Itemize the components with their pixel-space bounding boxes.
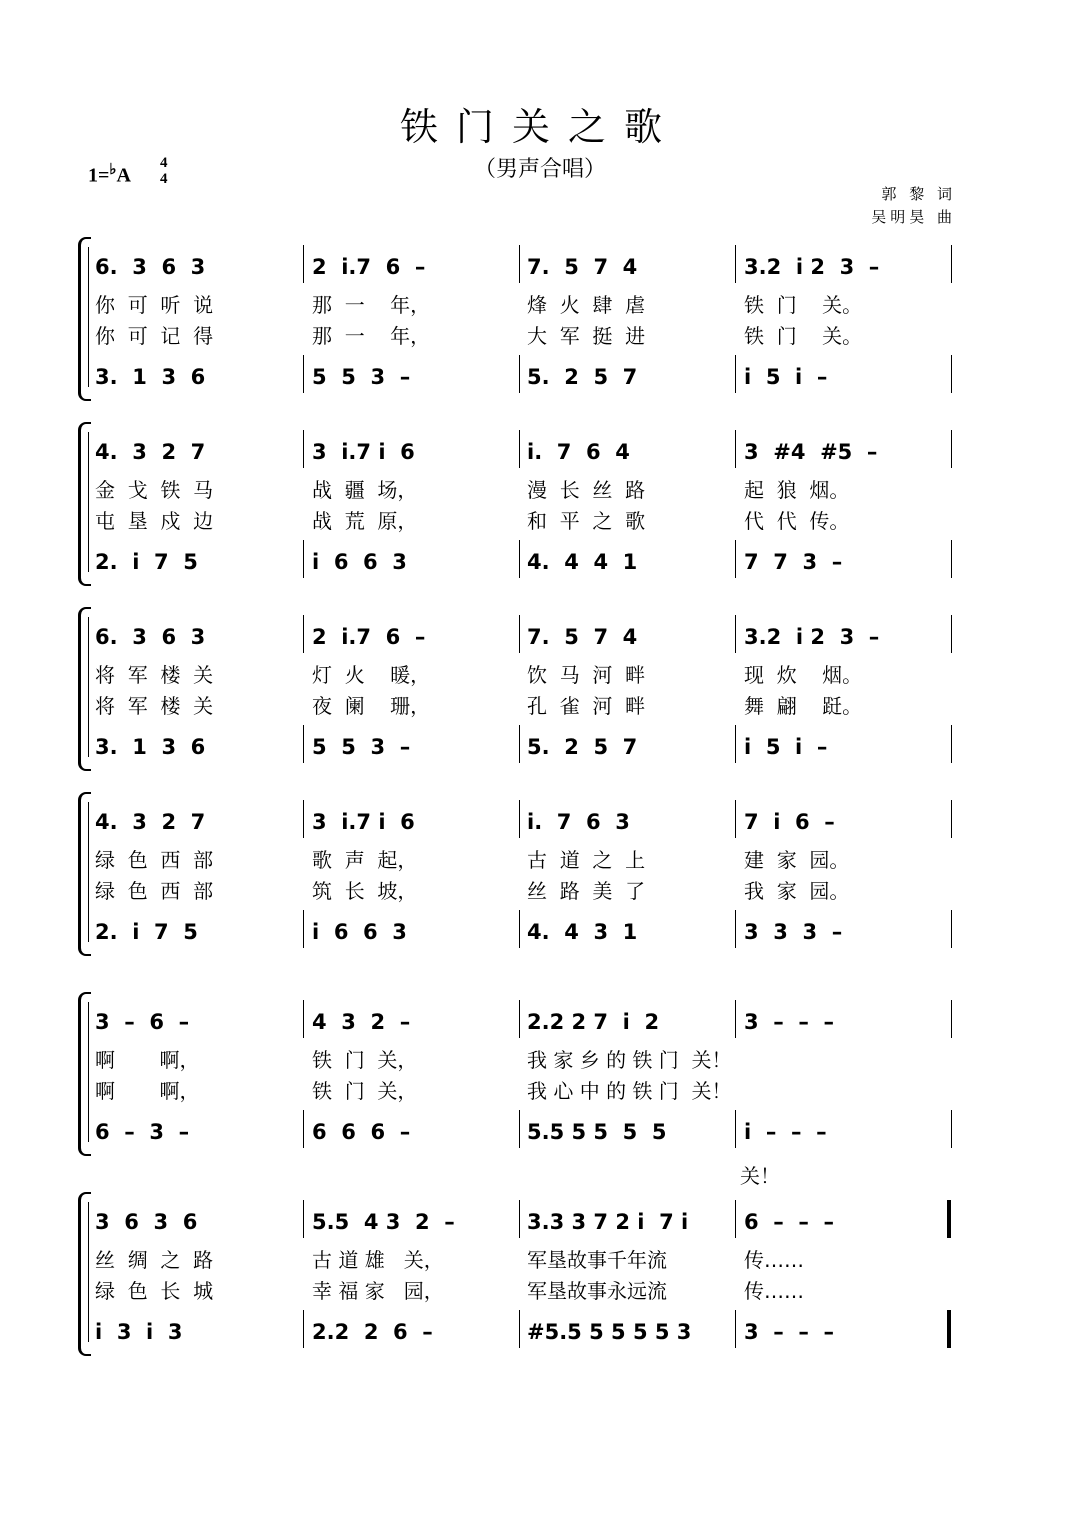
lyric-verse-2: 筑 长 坡， xyxy=(312,879,418,903)
lyric-verse-1: 建 家 园。 xyxy=(744,848,850,872)
upper-voice-measure: 7. 5 7 4 xyxy=(527,625,638,649)
barline xyxy=(519,540,520,578)
score-system xyxy=(0,430,1080,590)
lower-voice-measure: 2.2 2 6 – xyxy=(312,1320,433,1344)
system-line xyxy=(88,617,89,757)
lower-voice-measure: i 5 i – xyxy=(744,735,828,759)
lyric-verse-2: 夜 阑 珊， xyxy=(312,694,431,718)
upper-voice-measure: 3 #4 #5 – xyxy=(744,440,878,464)
final-barline xyxy=(947,1310,951,1348)
upper-voice-measure: 6. 3 6 3 xyxy=(95,625,206,649)
lyric-verse-2: 传…… xyxy=(744,1279,804,1303)
lyric-verse-2: 绿 色 长 城 xyxy=(95,1279,214,1303)
barline xyxy=(735,725,736,763)
system-brace xyxy=(78,607,91,771)
lyric-verse-2: 你 可 记 得 xyxy=(95,324,214,348)
lyric-verse-2: 代 代 传。 xyxy=(744,509,850,533)
barline xyxy=(735,1110,736,1148)
lyric-verse-1: 你 可 听 说 xyxy=(95,293,214,317)
key-prefix: 1= xyxy=(88,164,110,187)
upper-voice-measure: 4 3 2 – xyxy=(312,1010,411,1034)
barline xyxy=(735,1200,736,1238)
upper-voice-measure: 3.3 3 7 2 i 7 i xyxy=(527,1210,689,1234)
lyric-verse-1: 金 戈 铁 马 xyxy=(95,478,214,502)
lyric-verse-2: 幸 福 家 园， xyxy=(312,1279,444,1303)
lower-voice-measure: 5. 2 5 7 xyxy=(527,735,638,759)
score-system xyxy=(0,1200,1080,1360)
lyric-verse-1: 饮 马 河 畔 xyxy=(527,663,646,687)
barline xyxy=(303,910,304,948)
lower-voice-measure: #5.5 5 5 5 5 3 xyxy=(527,1320,692,1344)
upper-voice-measure: 3.2 i 2 3 – xyxy=(744,625,880,649)
system-brace xyxy=(78,992,91,1156)
song-subtitle: （男声合唱） xyxy=(473,157,606,182)
system-brace xyxy=(78,1192,91,1356)
barline xyxy=(735,245,736,283)
barline xyxy=(951,355,952,393)
song-title: 铁门关之歌 xyxy=(399,105,680,149)
lyric-verse-1: 现 炊 烟。 xyxy=(744,663,863,687)
lyric-verse-2: 和 平 之 歌 xyxy=(527,509,646,533)
barline xyxy=(519,355,520,393)
lyric-verse-2: 大 军 挺 进 xyxy=(527,324,646,348)
time-signature-top: 4 xyxy=(160,155,168,171)
upper-voice-measure: 2 i.7 6 – xyxy=(312,625,426,649)
barline xyxy=(303,615,304,653)
barline xyxy=(735,910,736,948)
barline xyxy=(735,430,736,468)
barline xyxy=(519,725,520,763)
lyric-verse-2: 孔 雀 河 畔 xyxy=(527,694,646,718)
lower-voice-measure: 4. 4 4 1 xyxy=(527,550,638,574)
system-brace xyxy=(78,237,91,401)
lower-voice-measure: 6 6 6 – xyxy=(312,1120,411,1144)
lyric-verse-2: 舞 翩 跹。 xyxy=(744,694,863,718)
lyricist-credit: 郭 黎 词 xyxy=(881,185,956,203)
lyric-verse-1: 绿 色 西 部 xyxy=(95,848,214,872)
barline xyxy=(951,1000,952,1038)
lyric-verse-1: 漫 长 丝 路 xyxy=(527,478,646,502)
key-note: A xyxy=(116,164,131,187)
lower-voice-measure: 5 5 3 – xyxy=(312,735,411,759)
upper-voice-measure: 3 6 3 6 xyxy=(95,1210,198,1234)
lyric-verse-1: 我 家 乡 的 铁 门 关！ xyxy=(527,1048,732,1072)
upper-voice-measure: 7. 5 7 4 xyxy=(527,255,638,279)
lyric-verse-2: 啊 啊， xyxy=(95,1079,200,1103)
lyric-verse-1: 铁 门 关。 xyxy=(744,293,863,317)
lower-voice-measure: 4. 4 3 1 xyxy=(527,920,638,944)
lyric-verse-1: 传…… xyxy=(744,1248,804,1272)
lower-voice-measure: i – – – xyxy=(744,1120,827,1144)
lower-voice-measure: i 6 6 3 xyxy=(312,920,407,944)
system-line xyxy=(88,432,89,572)
lyric-verse-2: 铁 门 关， xyxy=(312,1079,418,1103)
system-line xyxy=(88,802,89,942)
score-system xyxy=(0,615,1080,775)
lower-voice-measure: 7 7 3 – xyxy=(744,550,843,574)
lower-voice-measure: 3 3 3 – xyxy=(744,920,843,944)
lower-voice-measure: i 6 6 3 xyxy=(312,550,407,574)
upper-voice-measure: 4. 3 2 7 xyxy=(95,810,206,834)
lyric-verse-2: 将 军 楼 关 xyxy=(95,694,214,718)
barline xyxy=(303,430,304,468)
lyric-verse-1: 铁 门 关， xyxy=(312,1048,418,1072)
lyric-verse-1: 丝 绸 之 路 xyxy=(95,1248,214,1272)
lyric-verse-2: 铁 门 关。 xyxy=(744,324,863,348)
lower-voice-measure: 5 5 3 – xyxy=(312,365,411,389)
system-line xyxy=(88,1002,89,1142)
barline xyxy=(303,1110,304,1148)
barline xyxy=(303,1310,304,1348)
barline xyxy=(519,1310,520,1348)
upper-voice-measure: 6. 3 6 3 xyxy=(95,255,206,279)
barline xyxy=(735,1000,736,1038)
barline xyxy=(519,800,520,838)
lyric-verse-2: 我 家 园。 xyxy=(744,879,850,903)
lyric-verse-2: 屯 垦 戍 边 xyxy=(95,509,214,533)
barline xyxy=(951,245,952,283)
lyric-verse-1: 将 军 楼 关 xyxy=(95,663,214,687)
upper-voice-measure: 2 i.7 6 – xyxy=(312,255,426,279)
lyric-verse-1: 啊 啊， xyxy=(95,1048,200,1072)
upper-voice-measure: i. 7 6 3 xyxy=(527,810,630,834)
lyric-verse-2: 那 一 年， xyxy=(312,324,431,348)
barline xyxy=(519,910,520,948)
upper-voice-measure: 3 – – – xyxy=(744,1010,834,1034)
barline xyxy=(519,1110,520,1148)
barline xyxy=(303,1000,304,1038)
upper-voice-measure: 3 i.7 i 6 xyxy=(312,440,415,464)
upper-voice-measure: 3 i.7 i 6 xyxy=(312,810,415,834)
final-barline xyxy=(947,1200,951,1238)
barline xyxy=(303,725,304,763)
lower-voice-measure: 5. 2 5 7 xyxy=(527,365,638,389)
lower-voice-measure: 2. i 7 5 xyxy=(95,920,198,944)
system-line xyxy=(88,1202,89,1342)
barline xyxy=(303,355,304,393)
flat-sign: ♭ xyxy=(109,162,117,178)
lower-voice-measure: 2. i 7 5 xyxy=(95,550,198,574)
system-brace xyxy=(78,792,91,956)
lower-voice-measure: 5.5 5 5 5 5 xyxy=(527,1120,667,1144)
lower-voice-lyric: 关！ xyxy=(740,1164,780,1188)
lyric-verse-1: 那 一 年， xyxy=(312,293,431,317)
barline xyxy=(951,725,952,763)
barline xyxy=(735,355,736,393)
barline xyxy=(519,1200,520,1238)
barline xyxy=(951,540,952,578)
barline xyxy=(519,615,520,653)
barline xyxy=(735,540,736,578)
barline xyxy=(951,615,952,653)
upper-voice-measure: 6 – – – xyxy=(744,1210,834,1234)
system-brace xyxy=(78,422,91,586)
lyric-verse-1: 古 道 之 上 xyxy=(527,848,646,872)
upper-voice-measure: 3.2 i 2 3 – xyxy=(744,255,880,279)
time-signature-bottom: 4 xyxy=(160,171,168,187)
lyric-verse-2: 我 心 中 的 铁 门 关！ xyxy=(527,1079,732,1103)
barline xyxy=(303,800,304,838)
lower-voice-measure: i 5 i – xyxy=(744,365,828,389)
lyric-verse-2: 绿 色 西 部 xyxy=(95,879,214,903)
upper-voice-measure: 4. 3 2 7 xyxy=(95,440,206,464)
barline xyxy=(735,800,736,838)
barline xyxy=(519,1000,520,1038)
lyric-verse-2: 丝 路 美 了 xyxy=(527,879,646,903)
lower-voice-measure: 3. 1 3 6 xyxy=(95,365,206,389)
system-line xyxy=(88,247,89,387)
barline xyxy=(735,1310,736,1348)
barline xyxy=(303,540,304,578)
barline xyxy=(951,910,952,948)
lyric-verse-2: 战 荒 原， xyxy=(312,509,418,533)
lower-voice-measure: 6 – 3 – xyxy=(95,1120,190,1144)
lyric-verse-2: 军垦故事永远流 xyxy=(527,1279,667,1303)
upper-voice-measure: i. 7 6 4 xyxy=(527,440,630,464)
lower-voice-measure: 3. 1 3 6 xyxy=(95,735,206,759)
barline xyxy=(303,245,304,283)
lyric-verse-1: 战 疆 场， xyxy=(312,478,418,502)
composer-credit: 吴明昊 曲 xyxy=(871,208,956,226)
score-system xyxy=(0,800,1080,960)
upper-voice-measure: 7 i 6 – xyxy=(744,810,835,834)
upper-voice-measure: 2.2 2 7 i 2 xyxy=(527,1010,660,1034)
barline xyxy=(519,245,520,283)
barline xyxy=(951,430,952,468)
score-system xyxy=(0,1000,1080,1188)
lower-voice-measure: 3 – – – xyxy=(744,1320,834,1344)
score-system xyxy=(0,245,1080,405)
lyric-verse-1: 古 道 雄 关， xyxy=(312,1248,444,1272)
lyric-verse-1: 军垦故事千年流 xyxy=(527,1248,667,1272)
barline xyxy=(951,1110,952,1148)
upper-voice-measure: 5.5 4 3 2 – xyxy=(312,1210,455,1234)
lyric-verse-1: 灯 火 暖， xyxy=(312,663,431,687)
barline xyxy=(951,800,952,838)
upper-voice-measure: 3 – 6 – xyxy=(95,1010,190,1034)
lyric-verse-1: 起 狼 烟。 xyxy=(744,478,850,502)
barline xyxy=(519,430,520,468)
barline xyxy=(303,1200,304,1238)
lyric-verse-1: 烽 火 肆 虐 xyxy=(527,293,646,317)
lower-voice-measure: i 3 i 3 xyxy=(95,1320,183,1344)
barline xyxy=(735,615,736,653)
lyric-verse-1: 歌 声 起， xyxy=(312,848,418,872)
